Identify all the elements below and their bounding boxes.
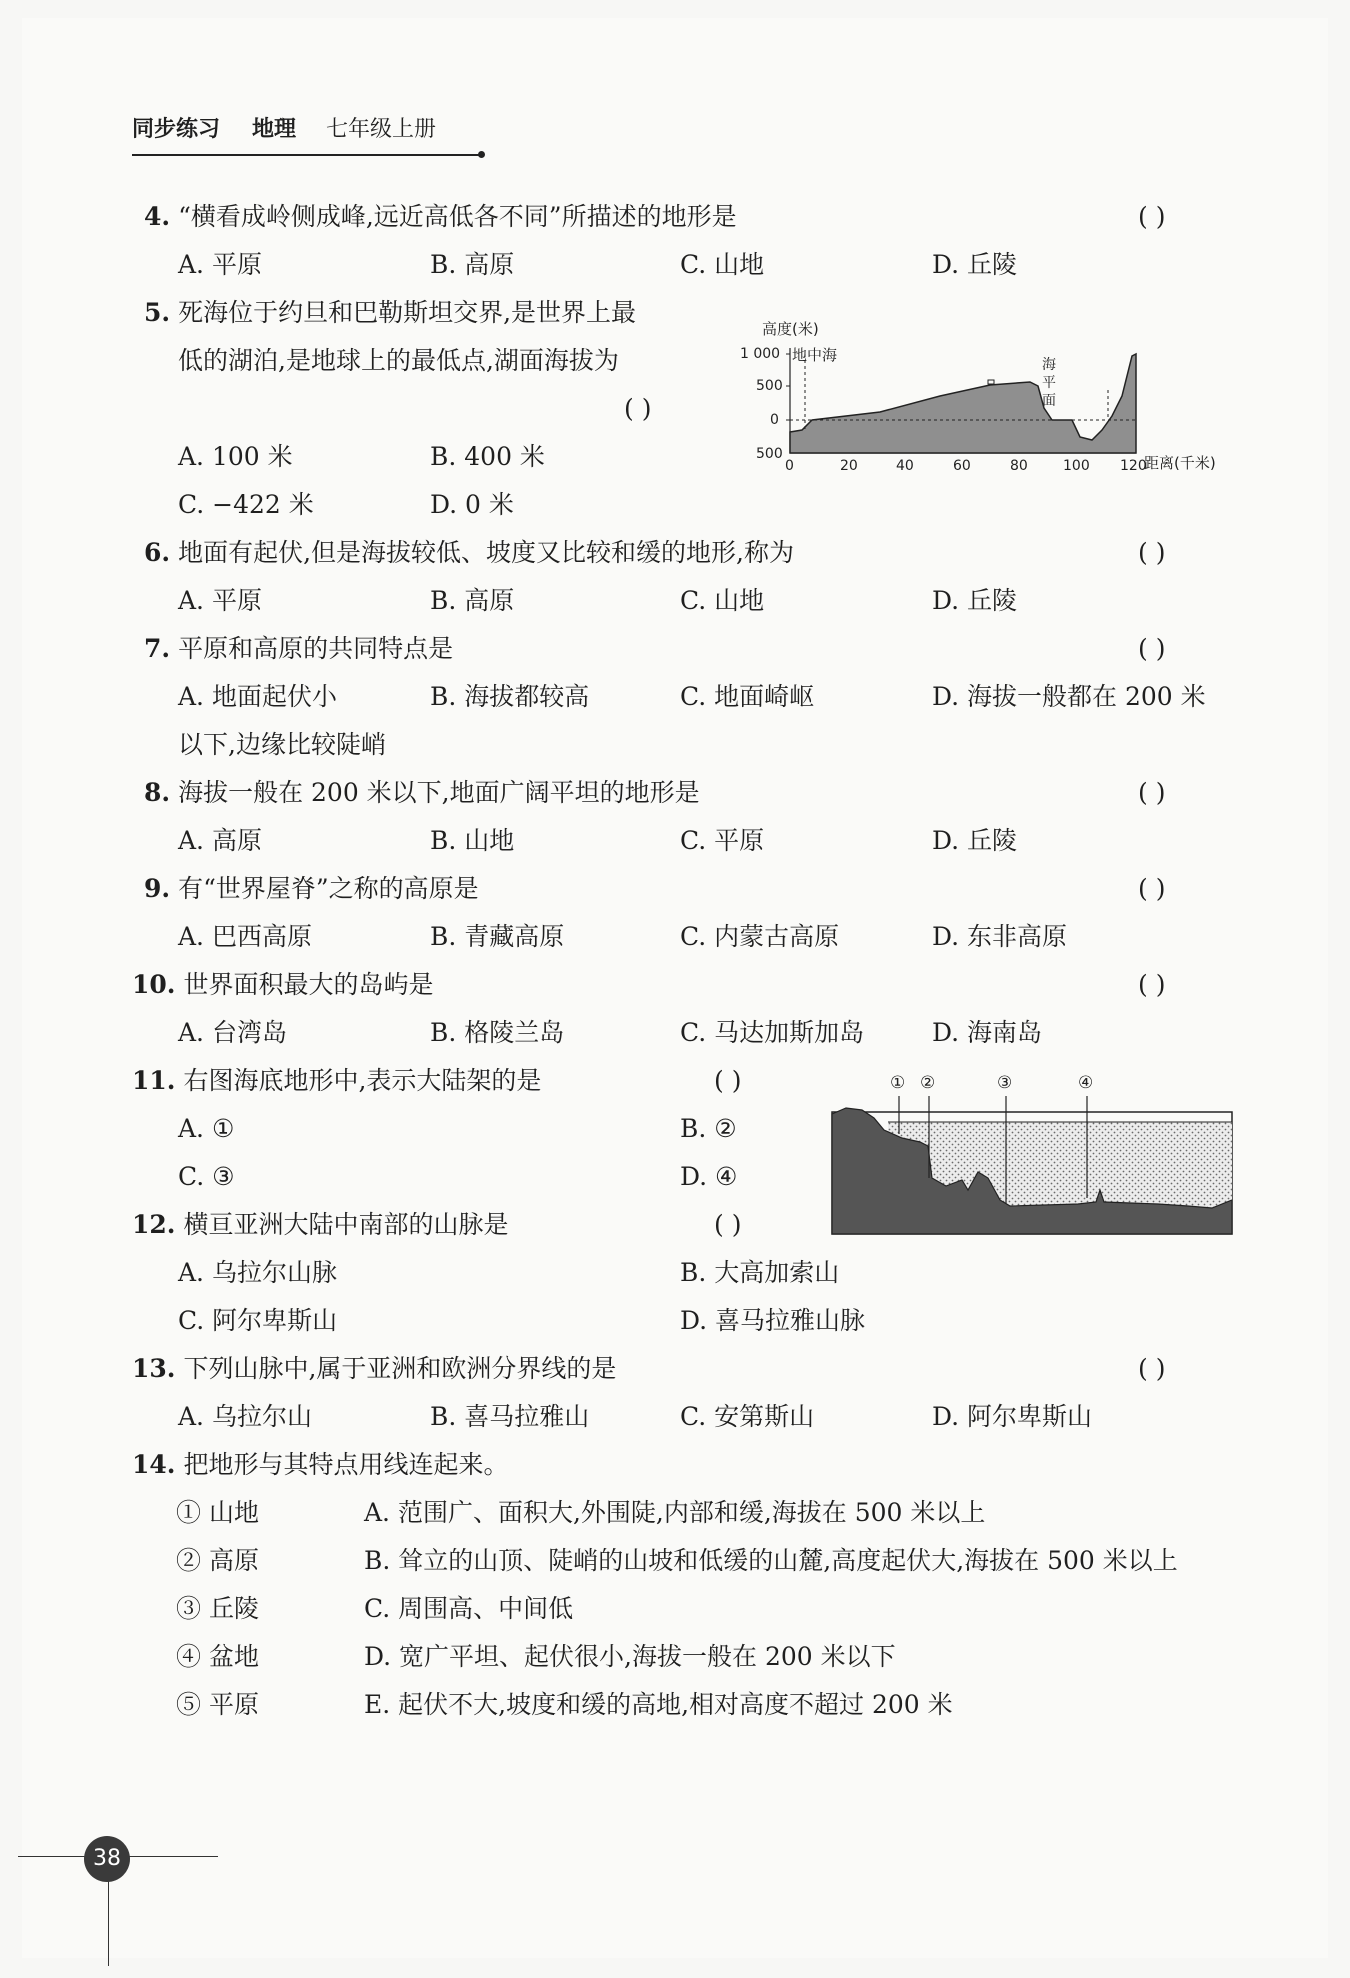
option-11a[interactable]: A. ① [178, 1114, 235, 1143]
question-13: 13. 下列山脉中,属于亚洲和欧洲分界线的是 [132, 1354, 617, 1383]
profile-xtick-100: 100 [1063, 458, 1090, 474]
option-7a[interactable]: A. 地面起伏小 [178, 682, 337, 711]
option-5a[interactable]: A. 100 米 [178, 442, 293, 471]
option-6b[interactable]: B. 高原 [430, 586, 515, 615]
profile-annotation-right-1: 海 [1042, 357, 1056, 373]
option-9a[interactable]: A. 巴西高原 [178, 922, 312, 951]
profile-town-marker [988, 380, 994, 384]
seafloor-label-2: ② [920, 1073, 936, 1093]
profile-ytick-1000: 1 000 [740, 346, 781, 362]
answer-blank-13[interactable]: ( ) [1138, 1354, 1166, 1383]
header-rule [132, 154, 482, 156]
option-10b[interactable]: B. 格陵兰岛 [430, 1018, 565, 1047]
answer-blank-8[interactable]: ( ) [1138, 778, 1166, 807]
option-12c[interactable]: C. 阿尔卑斯山 [178, 1306, 338, 1335]
option-5b[interactable]: B. 400 米 [430, 442, 545, 471]
match-left-3[interactable]: ③ 丘陵 [176, 1594, 259, 1623]
profile-xtick-20: 20 [840, 458, 858, 474]
profile-annotation-right-3: 面 [1042, 393, 1056, 409]
profile-annotation-left: 地中海 [792, 346, 838, 364]
profile-terrain [790, 354, 1136, 453]
option-12a[interactable]: A. 乌拉尔山脉 [178, 1258, 337, 1287]
profile-ytick-neg500: 500 [756, 446, 783, 462]
option-5d[interactable]: D. 0 米 [430, 490, 514, 519]
header-rule-dot [478, 151, 485, 158]
option-8d[interactable]: D. 丘陵 [932, 826, 1018, 855]
profile-ytick-500: 500 [756, 378, 783, 394]
option-10d[interactable]: D. 海南岛 [932, 1018, 1043, 1047]
option-10c[interactable]: C. 马达加斯加岛 [680, 1018, 865, 1047]
profile-xtick-40: 40 [896, 458, 914, 474]
answer-blank-6[interactable]: ( ) [1138, 538, 1166, 567]
question-12: 12. 横亘亚洲大陆中南部的山脉是 [132, 1210, 509, 1239]
dead-sea-profile-chart [740, 320, 1240, 480]
option-12b[interactable]: B. 大高加索山 [680, 1258, 840, 1287]
page-number: 38 [84, 1836, 130, 1882]
profile-xtick-0: 0 [785, 458, 794, 474]
profile-xtick-60: 60 [953, 458, 971, 474]
match-left-4[interactable]: ④ 盆地 [176, 1642, 259, 1671]
option-13a[interactable]: A. 乌拉尔山 [178, 1402, 312, 1431]
answer-blank-9[interactable]: ( ) [1138, 874, 1166, 903]
question-11: 11. 右图海底地形中,表示大陆架的是 [132, 1066, 542, 1095]
answer-blank-12[interactable]: ( ) [714, 1210, 742, 1239]
option-7c[interactable]: C. 地面崎岖 [680, 682, 815, 711]
profile-ylabel: 高度(米) [762, 320, 819, 338]
option-5c[interactable]: C. −422 米 [178, 490, 314, 519]
match-left-5[interactable]: ⑤ 平原 [176, 1690, 259, 1719]
question-7: 7. 平原和高原的共同特点是 [144, 634, 454, 663]
question-4: 4. “横看成岭侧成峰,远近高低各不同”所描述的地形是 [144, 202, 737, 231]
option-11d[interactable]: D. ④ [680, 1162, 738, 1191]
seafloor-diagram [828, 1068, 1238, 1238]
answer-blank-10[interactable]: ( ) [1138, 970, 1166, 999]
option-11c[interactable]: C. ③ [178, 1162, 235, 1191]
option-9c[interactable]: C. 内蒙古高原 [680, 922, 840, 951]
question-8: 8. 海拔一般在 200 米以下,地面广阔平坦的地形是 [144, 778, 700, 807]
option-6d[interactable]: D. 丘陵 [932, 586, 1018, 615]
question-6: 6. 地面有起伏,但是海拔较低、坡度又比较和缓的地形,称为 [144, 538, 794, 567]
option-9d[interactable]: D. 东非高原 [932, 922, 1068, 951]
option-7b[interactable]: B. 海拔都较高 [430, 682, 590, 711]
question-9: 9. 有“世界屋脊”之称的高原是 [144, 874, 479, 903]
match-right-a[interactable]: A. 范围广、面积大,外围陡,内部和缓,海拔在 500 米以上 [364, 1498, 986, 1527]
seafloor-label-3: ③ [997, 1073, 1013, 1093]
option-13d[interactable]: D. 阿尔卑斯山 [932, 1402, 1093, 1431]
option-6c[interactable]: C. 山地 [680, 586, 765, 615]
question-14: 14. 把地形与其特点用线连起来。 [132, 1450, 509, 1479]
option-8b[interactable]: B. 山地 [430, 826, 515, 855]
option-6a[interactable]: A. 平原 [178, 586, 262, 615]
match-right-c[interactable]: C. 周围高、中间低 [364, 1594, 574, 1623]
answer-blank-11[interactable]: ( ) [714, 1066, 742, 1095]
question-10: 10. 世界面积最大的岛屿是 [132, 970, 434, 999]
profile-xtick-120: 120 [1120, 458, 1147, 474]
page-number-stem [108, 1870, 109, 1966]
option-12d[interactable]: D. 喜马拉雅山脉 [680, 1306, 866, 1335]
option-4c[interactable]: C. 山地 [680, 250, 765, 279]
option-7d[interactable]: D. 海拔一般都在 200 米 [932, 682, 1206, 711]
option-13c[interactable]: C. 安第斯山 [680, 1402, 815, 1431]
match-right-e[interactable]: E. 起伏不大,坡度和缓的高地,相对高度不超过 200 米 [364, 1690, 953, 1719]
option-7d-continued: 以下,边缘比较陡峭 [178, 730, 386, 759]
option-13b[interactable]: B. 喜马拉雅山 [430, 1402, 590, 1431]
seafloor-label-1: ① [890, 1073, 906, 1093]
option-4b[interactable]: B. 高原 [430, 250, 515, 279]
question-5: 5. 死海位于约旦和巴勒斯坦交界,是世界上最 [144, 298, 637, 327]
option-9b[interactable]: B. 青藏高原 [430, 922, 565, 951]
header-series: 同步练习 [132, 117, 221, 142]
option-8c[interactable]: C. 平原 [680, 826, 765, 855]
profile-annotation-right-2: 平 [1042, 375, 1056, 391]
header-grade: 七年级上册 [326, 117, 437, 142]
answer-blank-4[interactable]: ( ) [1138, 202, 1166, 231]
option-4a[interactable]: A. 平原 [178, 250, 262, 279]
option-11b[interactable]: B. ② [680, 1114, 737, 1143]
option-10a[interactable]: A. 台湾岛 [178, 1018, 287, 1047]
option-8a[interactable]: A. 高原 [178, 826, 262, 855]
match-left-2[interactable]: ② 高原 [176, 1546, 259, 1575]
match-right-b[interactable]: B. 耸立的山顶、陡峭的山坡和低缓的山麓,高度起伏大,海拔在 500 米以上 [364, 1546, 1178, 1575]
match-left-1[interactable]: ① 山地 [176, 1498, 259, 1527]
header-subject: 地理 [252, 117, 297, 142]
option-4d[interactable]: D. 丘陵 [932, 250, 1018, 279]
profile-ytick-0: 0 [770, 412, 779, 428]
answer-blank-5[interactable]: ( ) [624, 394, 652, 423]
profile-xlabel: 距离(千米) [1144, 454, 1216, 472]
seafloor-label-4: ④ [1078, 1073, 1094, 1093]
profile-xtick-80: 80 [1010, 458, 1028, 474]
question-5-line2: 低的湖泊,是地球上的最低点,湖面海拔为 [178, 346, 619, 375]
answer-blank-7[interactable]: ( ) [1138, 634, 1166, 663]
match-right-d[interactable]: D. 宽广平坦、起伏很小,海拔一般在 200 米以下 [364, 1642, 896, 1671]
